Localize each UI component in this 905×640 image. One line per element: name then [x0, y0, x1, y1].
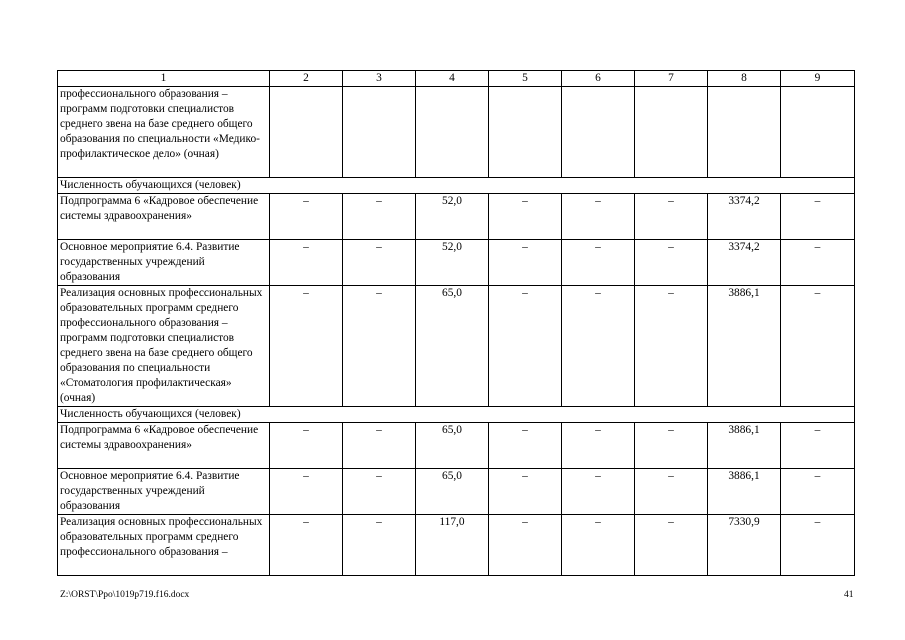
section-label: Численность обучающихся (человек) [58, 178, 855, 194]
value-cell: 7330,9 [708, 515, 781, 576]
table-row [58, 240, 855, 286]
value-cell: – [343, 240, 416, 286]
value-cell: 52,0 [416, 240, 489, 286]
value-cell: – [489, 286, 562, 407]
footer-file-path: Z:\ORST\Ppo\1019p719.f16.docx [60, 590, 190, 600]
value-cell: – [270, 194, 343, 240]
section-row [58, 407, 855, 423]
value-cell: 52,0 [416, 194, 489, 240]
value-cell: 3886,1 [708, 286, 781, 407]
table-row [58, 286, 855, 407]
header-row [58, 71, 855, 87]
table-row [58, 515, 855, 576]
header-cell: 4 [416, 71, 489, 87]
row-label: Реализация основных профессиональных образовательных программ среднего профессионального образования – программ подготовки специалистов среднего звена на базе среднего общего образования по специальности «Стоматология профилактическая» (очная) [58, 286, 270, 407]
value-cell: 117,0 [416, 515, 489, 576]
value-cell: – [562, 194, 635, 240]
table-row [58, 87, 855, 178]
data-table [57, 70, 855, 576]
value-cell: – [343, 423, 416, 469]
value-cell: – [781, 286, 855, 407]
value-cell: 65,0 [416, 423, 489, 469]
value-cell: – [270, 240, 343, 286]
value-cell [635, 87, 708, 178]
header-cell: 8 [708, 71, 781, 87]
value-cell: – [489, 469, 562, 515]
value-cell: – [781, 515, 855, 576]
value-cell [781, 87, 855, 178]
value-cell: – [781, 423, 855, 469]
value-cell: – [270, 515, 343, 576]
value-cell: – [562, 515, 635, 576]
value-cell: – [781, 240, 855, 286]
value-cell: – [270, 469, 343, 515]
header-cell: 3 [343, 71, 416, 87]
value-cell: 3374,2 [708, 194, 781, 240]
value-cell [489, 87, 562, 178]
value-cell: – [562, 469, 635, 515]
value-cell: – [343, 469, 416, 515]
value-cell: – [635, 286, 708, 407]
value-cell: – [781, 469, 855, 515]
row-label: Реализация основных профессиональных образовательных программ среднего профессионального образования – [58, 515, 270, 576]
value-cell: 3886,1 [708, 469, 781, 515]
row-label: Подпрограмма 6 «Кадровое обеспечение системы здравоохранения» [58, 423, 270, 469]
value-cell [416, 87, 489, 178]
value-cell: – [781, 194, 855, 240]
value-cell: – [635, 469, 708, 515]
value-cell [562, 87, 635, 178]
table-row [58, 423, 855, 469]
header-cell: 6 [562, 71, 635, 87]
value-cell [343, 87, 416, 178]
value-cell: 65,0 [416, 469, 489, 515]
row-label: Подпрограмма 6 «Кадровое обеспечение системы здравоохранения» [58, 194, 270, 240]
value-cell: – [562, 423, 635, 469]
value-cell [270, 87, 343, 178]
value-cell: – [562, 286, 635, 407]
value-cell: – [270, 423, 343, 469]
value-cell: – [635, 423, 708, 469]
value-cell: – [562, 240, 635, 286]
header-cell: 7 [635, 71, 708, 87]
value-cell: – [489, 515, 562, 576]
value-cell: – [343, 286, 416, 407]
value-cell: – [343, 515, 416, 576]
row-label: профессионального образования – программ подготовки специалистов среднего звена на базе среднего общего образования по специальности «Медико-профилактическое дело» (очная) [58, 87, 270, 178]
row-label: Основное мероприятие 6.4. Развитие государственных учреждений образования [58, 240, 270, 286]
value-cell: – [489, 194, 562, 240]
header-cell: 5 [489, 71, 562, 87]
value-cell: – [343, 194, 416, 240]
section-row [58, 178, 855, 194]
value-cell: – [270, 286, 343, 407]
page-number: 41 [844, 590, 854, 600]
value-cell [708, 87, 781, 178]
table-row [58, 194, 855, 240]
value-cell: 3886,1 [708, 423, 781, 469]
header-cell: 2 [270, 71, 343, 87]
header-cell: 1 [58, 71, 270, 87]
value-cell: 65,0 [416, 286, 489, 407]
section-label: Численность обучающихся (человек) [58, 407, 855, 423]
value-cell: – [635, 240, 708, 286]
value-cell: – [489, 240, 562, 286]
value-cell: 3374,2 [708, 240, 781, 286]
table-row [58, 469, 855, 515]
row-label: Основное мероприятие 6.4. Развитие государственных учреждений образования [58, 469, 270, 515]
value-cell: – [489, 423, 562, 469]
header-cell: 9 [781, 71, 855, 87]
value-cell: – [635, 515, 708, 576]
value-cell: – [635, 194, 708, 240]
